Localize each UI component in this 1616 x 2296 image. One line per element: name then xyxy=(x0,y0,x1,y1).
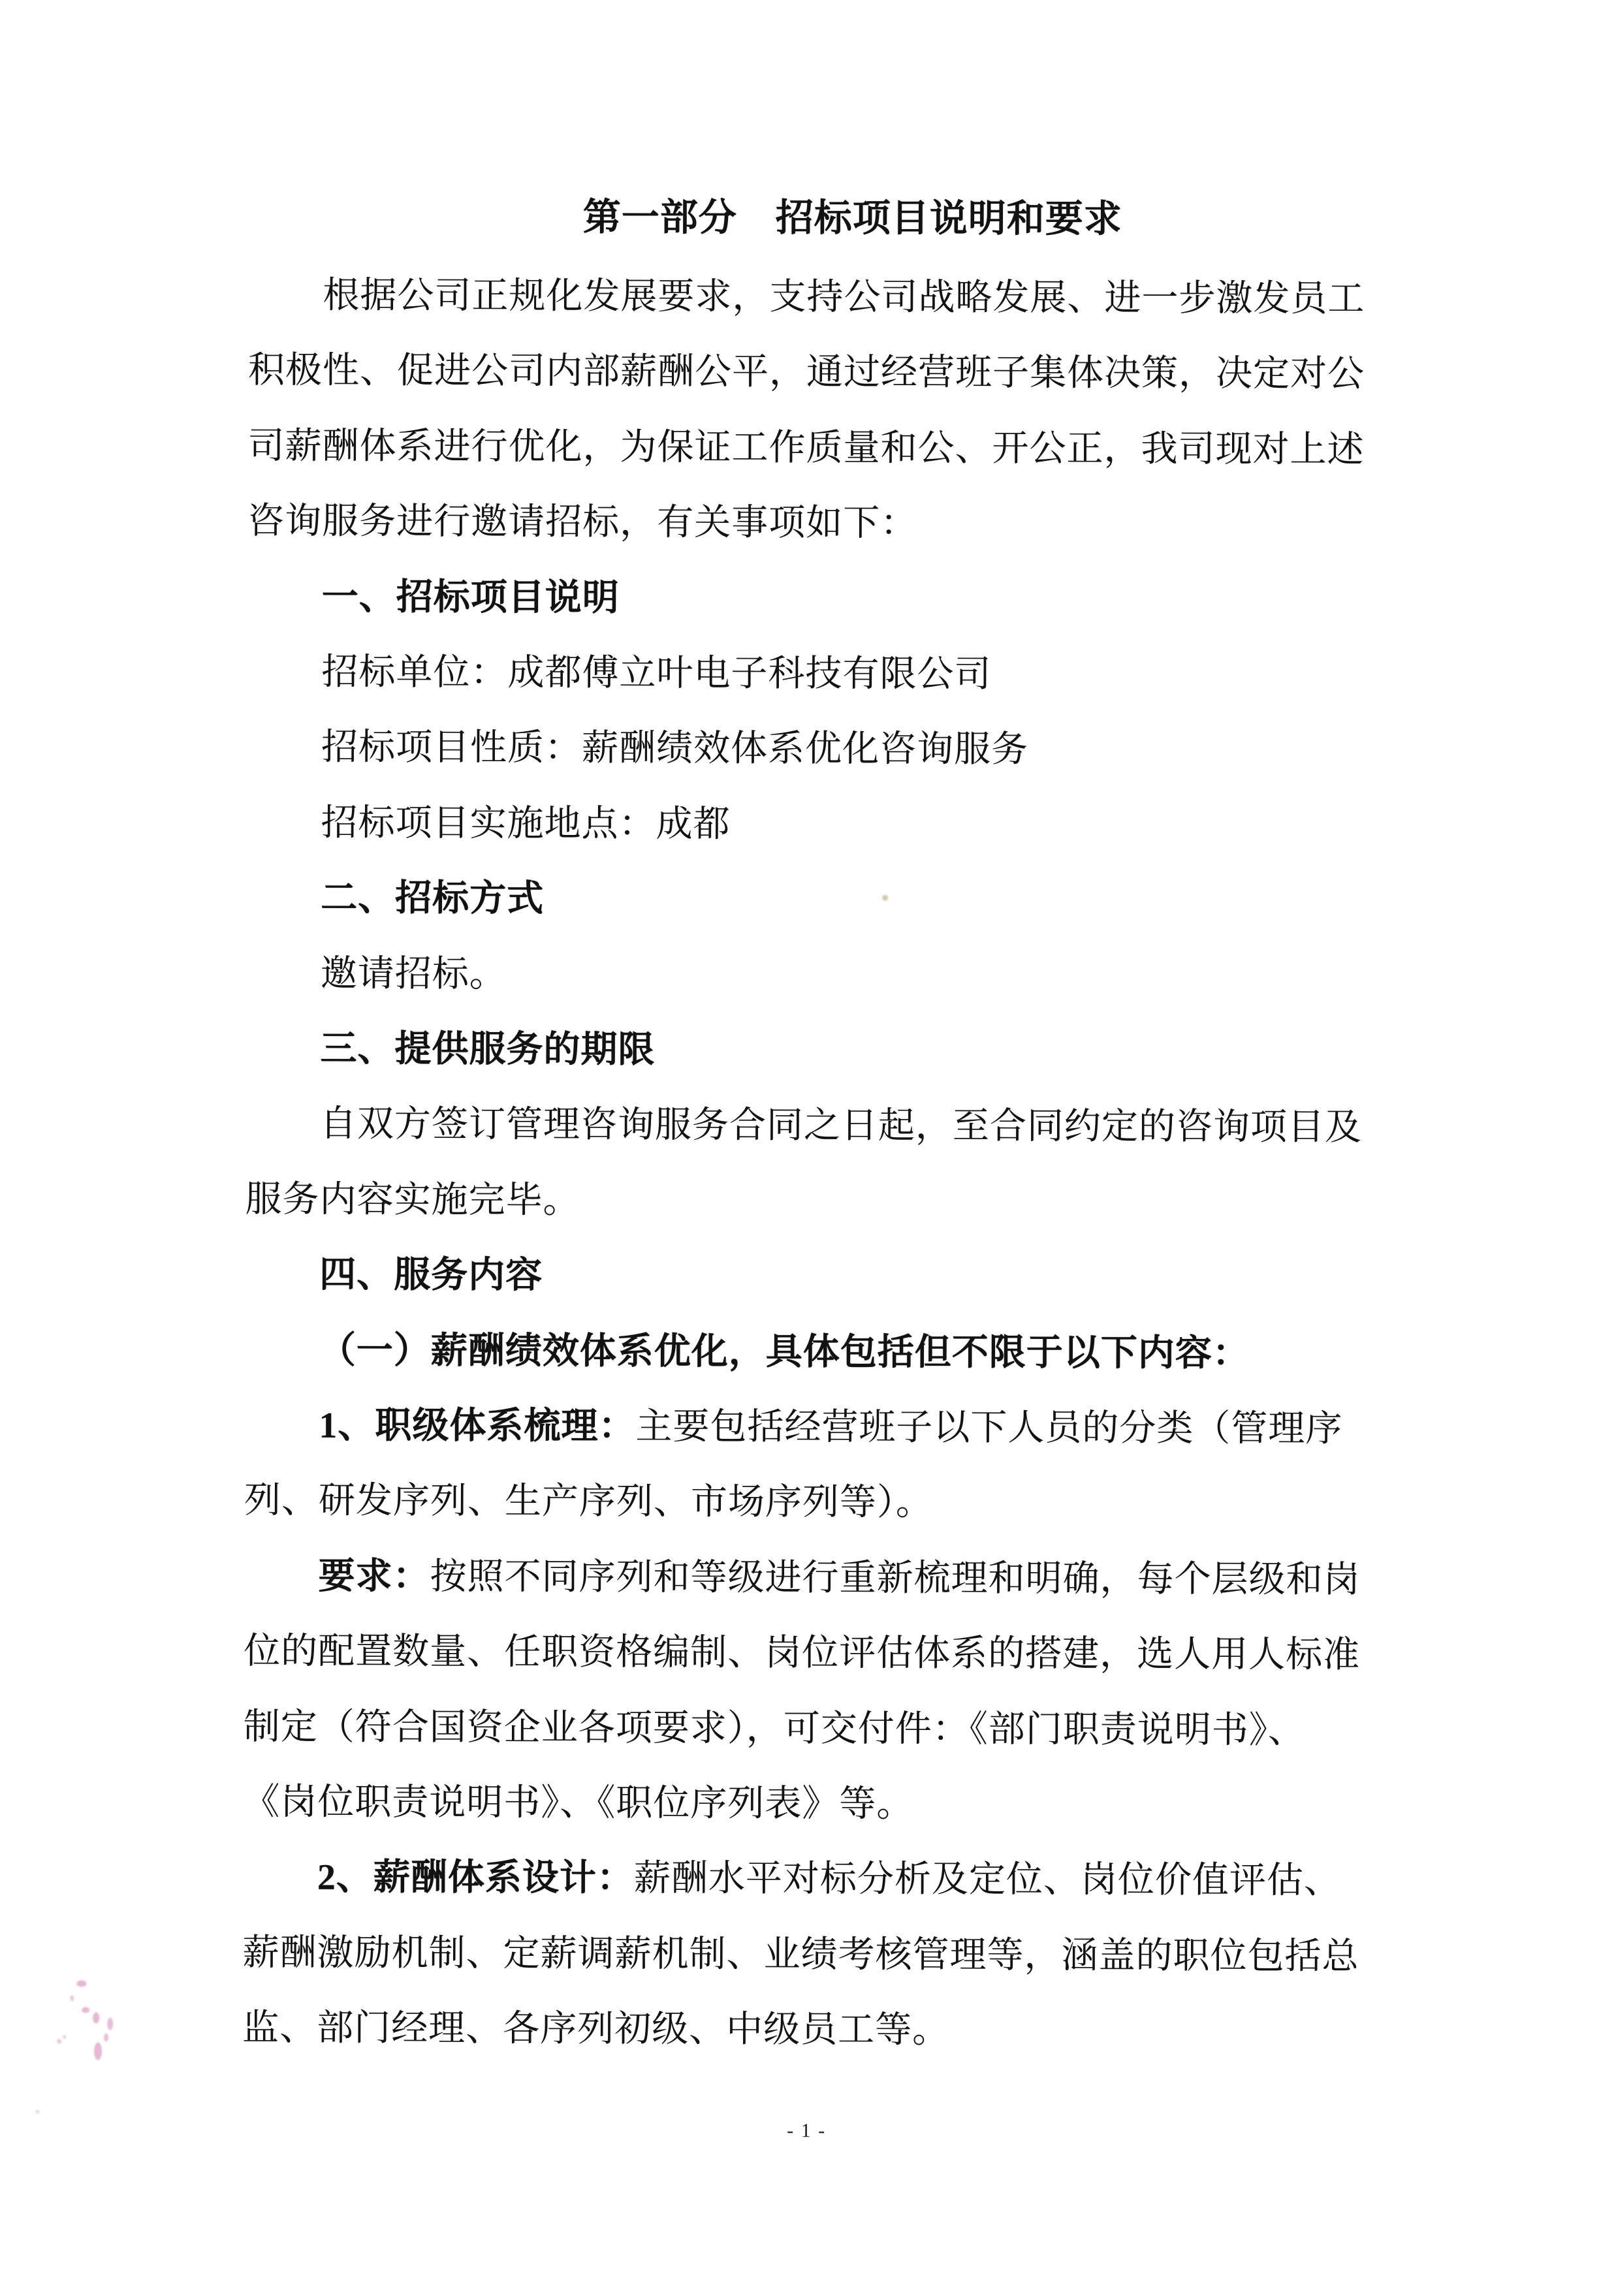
bold-text-segment: 三、提供服务的期限 xyxy=(320,1028,656,1071)
text-line xyxy=(321,653,991,695)
smudge-dot xyxy=(82,2007,89,2013)
text-segment: 《岗位职责说明书》、《职位序列表》等。 xyxy=(243,1782,914,1825)
bold-text-segment: 四、服务内容 xyxy=(319,1254,543,1296)
text-segment: 积极性、促进公司内部薪酬公平，通过经营班子集体决策，决定对公 xyxy=(247,350,1365,395)
text-segment: 薪酬水平对标分析及定位、岗位价值评估、 xyxy=(633,1858,1342,1902)
text-line xyxy=(321,804,730,844)
text-segment: 根据公司正规化发展要求，支持公司战略发展、进一步激发员工 xyxy=(323,275,1365,320)
text-line xyxy=(320,1105,1362,1148)
text-line xyxy=(321,879,544,919)
scan-smudge-artifacts xyxy=(0,0,1616,6)
text-line xyxy=(319,1406,1342,1449)
text-segment: 招标项目性质：薪酬绩效体系优化咨询服务 xyxy=(321,727,1029,770)
text-line xyxy=(248,426,1365,469)
smudge-dot xyxy=(107,2018,113,2030)
text-line xyxy=(317,1858,1341,1900)
bold-text-segment: （一）薪酬绩效体系优化，具体包括但不限于以下内容： xyxy=(319,1330,1250,1374)
bold-text-segment: 2、薪酬体系设计： xyxy=(317,1857,635,1899)
text-line xyxy=(244,1707,1305,1750)
smudge-dot xyxy=(93,2013,99,2024)
text-segment: 招标项目实施地点：成都 xyxy=(321,802,731,845)
smudge-dot xyxy=(70,1995,74,2001)
text-line xyxy=(318,1557,1360,1600)
text-line xyxy=(242,2008,949,2050)
smudge-dot xyxy=(76,1980,86,1987)
text-line xyxy=(320,1030,655,1070)
text-line xyxy=(319,1331,1250,1374)
smudge-dot xyxy=(63,2035,66,2039)
text-segment: 自双方签订管理咨询服务合同之日起，至合同约定的咨询项目及 xyxy=(319,1103,1363,1148)
text-line xyxy=(242,1933,1359,1976)
text-segment: 主要包括经营班子以下人员的分类（管理序 xyxy=(635,1406,1343,1450)
text-segment: 邀请招标。 xyxy=(320,953,507,995)
text-line xyxy=(245,1180,580,1220)
text-segment: 监、部门经理、各序列初级、中级员工等。 xyxy=(242,2007,950,2051)
document-title: 第一部分 招标项目说明和要求 xyxy=(582,196,1122,241)
text-segment: 列、研发序列、生产序列、市场序列等）。 xyxy=(244,1480,934,1524)
text-segment: 招标单位：成都傅立叶电子科技有限公司 xyxy=(321,652,992,695)
text-line xyxy=(319,1255,543,1295)
bold-text-segment: 要求： xyxy=(318,1556,430,1597)
bold-text-segment: 二、招标方式 xyxy=(321,877,545,919)
text-line xyxy=(248,351,1365,394)
smudge-dot xyxy=(36,2110,40,2113)
text-segment: 按照不同序列和等级进行重新梳理和明确，每个层级和岗 xyxy=(430,1556,1361,1601)
text-segment: 司薪酬体系进行优化，为保证工作质量和公、开公正，我司现对上述 xyxy=(247,426,1365,471)
bold-text-segment: 一、招标项目说明 xyxy=(321,576,620,619)
smudge-dot xyxy=(104,2034,108,2042)
text-line xyxy=(321,728,1028,770)
text-segment: 咨询服务进行邀请招标，有关事项如下： xyxy=(247,501,918,544)
text-line xyxy=(243,1782,913,1824)
text-segment: 薪酬激励机制、定薪调薪机制、业绩考核管理等，涵盖的职位包括总 xyxy=(242,1932,1359,1977)
smudge-dot xyxy=(94,2043,102,2060)
text-line xyxy=(244,1481,933,1522)
page-number: - 1 - xyxy=(787,2120,827,2142)
text-line xyxy=(244,1631,1360,1675)
text-line xyxy=(322,578,620,618)
text-line xyxy=(247,501,917,543)
text-line xyxy=(321,954,507,994)
smudge-dot xyxy=(882,895,888,901)
bold-text-segment: 1、职级体系梳理： xyxy=(319,1405,636,1447)
text-line xyxy=(323,276,1365,319)
text-segment: 位的配置数量、任职资格编制、岗位评估体系的搭建，选人用人标准 xyxy=(244,1631,1361,1676)
smudge-dot xyxy=(57,2039,61,2043)
text-segment: 服务内容实施完毕。 xyxy=(245,1179,580,1221)
text-segment: 制定（符合国资企业各项要求），可交付件：《部门职责说明书》、 xyxy=(243,1706,1305,1751)
